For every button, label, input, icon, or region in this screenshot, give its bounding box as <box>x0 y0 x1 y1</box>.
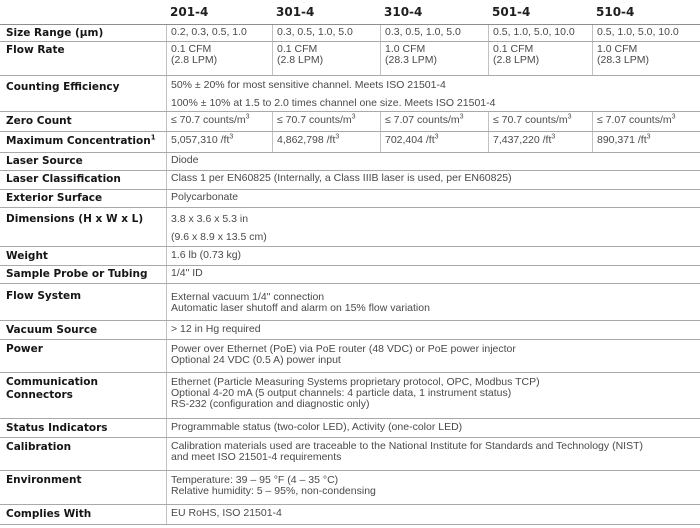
row-flow-rate <box>0 42 700 76</box>
row-size-range <box>0 25 700 42</box>
row-label: Exterior Surface <box>6 192 103 204</box>
vacuum-source-value: > 12 in Hg required <box>171 323 261 335</box>
row-calibration <box>0 438 700 471</box>
zero-count-301-4: ≤ 70.7 counts/$m^3$ <box>277 113 356 126</box>
row-flow-system <box>0 284 700 321</box>
row-dimensions <box>0 208 700 247</box>
size-range-301-4: 0.3, 0.5, 1.0, 5.0 <box>277 26 353 38</box>
size-range-501-4: 0.5, 1.0, 5.0, 10.0 <box>493 26 575 38</box>
row-counting-efficiency <box>0 76 700 112</box>
row-vacuum-source <box>0 321 700 340</box>
communication-value: Ethernet (Particle Measuring Systems proprietary protocol, OPC, Modbus TCP) Optional 4-20 mA (5 output channels: 4 particle data, 1 instrument status) RS-232 (configuration and diagnostic only) <box>171 376 540 410</box>
row-label: Weight <box>6 250 48 262</box>
row-label: Environment <box>6 474 82 486</box>
status-indicators-value: Programmable status (two-color LED), Activity (one-color LED) <box>171 421 463 433</box>
size-range-510-4: 0.5, 1.0, 5.0, 10.0 <box>597 26 679 38</box>
row-sample-probe <box>0 266 700 284</box>
row-weight <box>0 247 700 266</box>
model-header-301-4: 301-4 <box>276 5 315 19</box>
counting-efficiency-value: 50% ± 20% for most sensitive channel. Meets ISO 21501-4 100% ± 10% at 1.5 to 2.0 times channel one size. Meets ISO 21501-4 <box>171 79 496 109</box>
row-label: Zero Count <box>6 115 72 127</box>
flow-rate-501-4: 0.1 CFM (2.8 LPM) <box>493 43 540 66</box>
flow-rate-301-4: 0.1 CFM (2.8 LPM) <box>277 43 324 66</box>
model-header-201-4: 201-4 <box>170 5 209 19</box>
row-status-indicators <box>0 419 700 438</box>
row-label: Flow System <box>6 290 82 302</box>
complies-with-value: EU RoHS, ISO 21501-4 <box>171 507 282 519</box>
row-label: Power <box>6 343 43 355</box>
power-value: Power over Ethernet (PoE) via PoE router (48 VDC) or PoE power injector Optional 24 VDC (0.5 A) power input <box>171 343 516 366</box>
row-label: Size Range (µm) <box>6 27 104 39</box>
zero-count-501-4: ≤ 70.7 counts/$m^3$ <box>493 113 572 126</box>
model-header-310-4: 310-4 <box>384 5 423 19</box>
row-complies-with <box>0 505 700 525</box>
max-concentration-510-4: 890,371 $/ft^3$ <box>597 133 651 146</box>
zero-count-510-4: ≤ 7.07 counts/$m^3$ <box>597 113 676 126</box>
environment-value: Temperature: 39 – 95 °F (4 – 35 °C) Relative humidity: 5 – 95%, non-condensing <box>171 474 376 497</box>
row-label: Communication Connectors <box>6 376 98 401</box>
row-label: Laser Source <box>6 155 83 167</box>
zero-count-201-4: ≤ 70.7 counts/$m^3$ <box>171 113 250 126</box>
row-power <box>0 340 700 373</box>
laser-classification-value: Class 1 per EN60825 (Internally, a Class IIIB laser is used, per EN60825) <box>171 172 512 184</box>
zero-count-310-4: ≤ 7.07 counts/$m^3$ <box>385 113 464 126</box>
row-label: Maximum Concentration$^1$ <box>6 133 156 147</box>
row-label: Counting Efficiency <box>6 81 120 93</box>
row-communication-connectors <box>0 373 700 419</box>
row-laser-source <box>0 153 700 171</box>
max-concentration-301-4: 4,862,798 $/ft^3$ <box>277 133 340 146</box>
max-concentration-201-4: 5,057,310 $/ft^3$ <box>171 133 234 146</box>
row-max-concentration <box>0 132 700 153</box>
row-label: Calibration <box>6 441 72 453</box>
max-concentration-501-4: 7,437,220 $/ft^3$ <box>493 133 556 146</box>
flow-system-value: External vacuum 1/4" connection Automatic laser shutoff and alarm on 15% flow variation <box>171 291 430 314</box>
size-range-310-4: 0.3, 0.5, 1.0, 5.0 <box>385 26 461 38</box>
dimensions-value: 3.8 x 3.6 x 5.3 in (9.6 x 8.9 x 13.5 cm) <box>171 213 267 243</box>
flow-rate-201-4: 0.1 CFM (2.8 LPM) <box>171 43 218 66</box>
row-label: Laser Classification <box>6 173 121 185</box>
row-label: Dimensions (H x W x L) <box>6 213 144 225</box>
row-laser-classification <box>0 171 700 190</box>
row-label: Status Indicators <box>6 422 108 434</box>
flow-rate-510-4: 1.0 CFM (28.3 LPM) <box>597 43 649 66</box>
row-label: Vacuum Source <box>6 324 98 336</box>
size-range-201-4: 0.2, 0.3, 0.5, 1.0 <box>171 26 247 38</box>
row-label: Flow Rate <box>6 44 65 56</box>
row-environment <box>0 471 700 505</box>
max-concentration-310-4: 702,404 $/ft^3$ <box>385 133 439 146</box>
row-zero-count <box>0 112 700 132</box>
row-label: Complies With <box>6 508 92 520</box>
model-header-510-4: 510-4 <box>596 5 635 19</box>
sample-probe-value: 1/4" ID <box>171 267 203 279</box>
flow-rate-310-4: 1.0 CFM (28.3 LPM) <box>385 43 437 66</box>
exterior-surface-value: Polycarbonate <box>171 191 239 203</box>
weight-value: 1.6 lb (0.73 kg) <box>171 249 242 261</box>
row-exterior-surface <box>0 190 700 208</box>
model-header-501-4: 501-4 <box>492 5 531 19</box>
calibration-value: Calibration materials used are traceable to the National Institute for Standards and Technology (NIST) and meet ISO 21501-4 requirements <box>171 440 643 463</box>
laser-source-value: Diode <box>171 154 199 166</box>
row-label: Sample Probe or Tubing <box>6 268 148 280</box>
